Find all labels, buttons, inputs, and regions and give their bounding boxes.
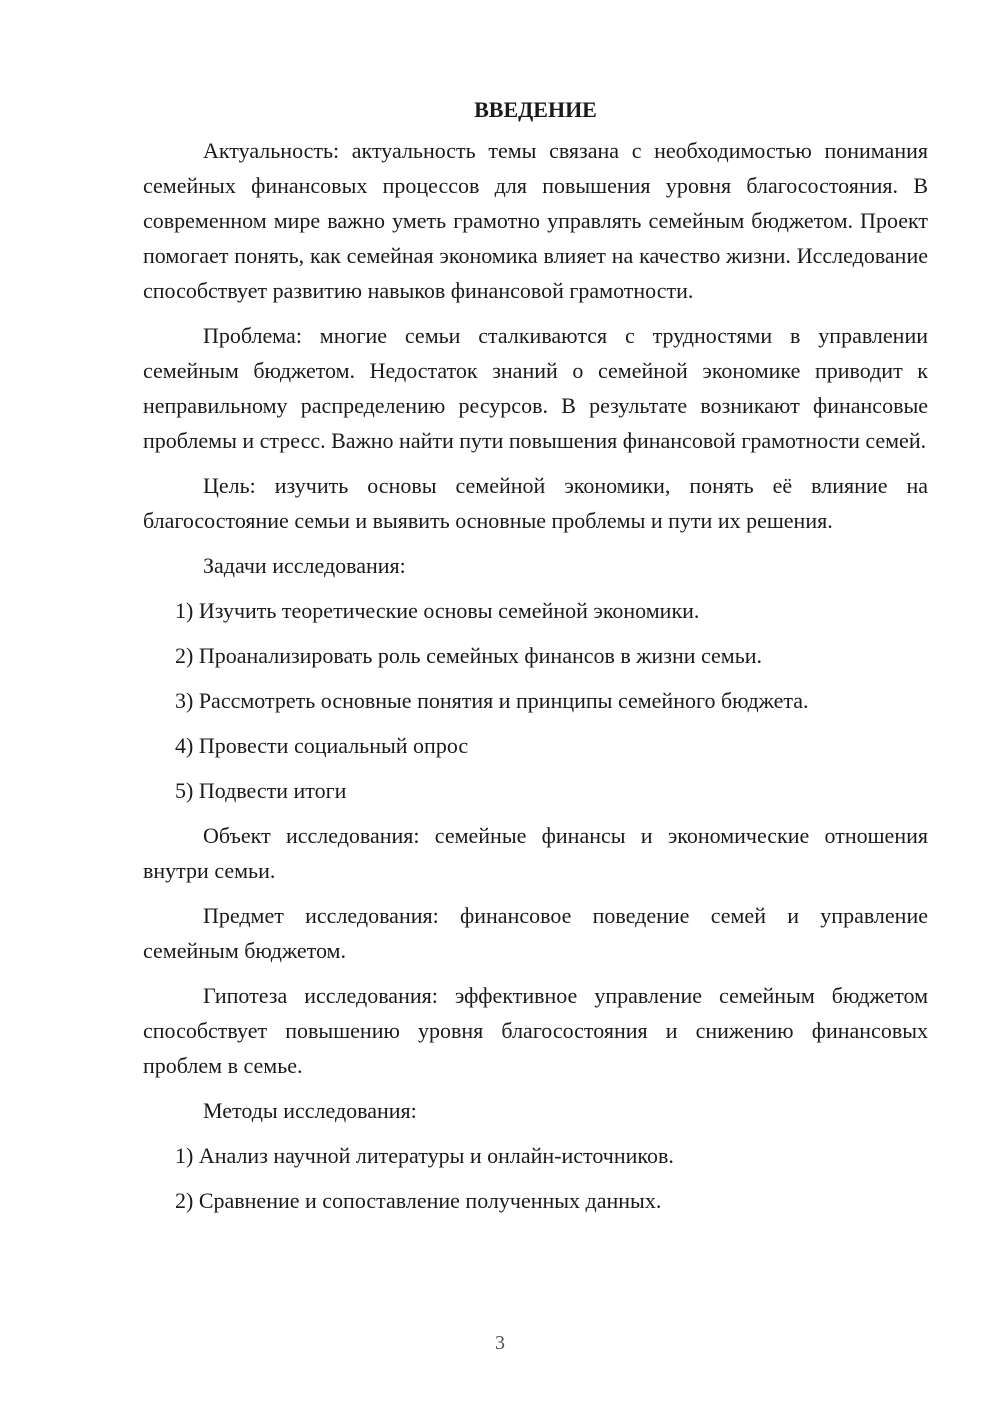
problem-paragraph: Проблема: многие семьи сталкиваются с трудностями в управлении семейным бюджетом. Недостаток знаний о семейной экономике приводит к неправильному распределению ресурсов. В результате возникают финансовые проблемы и стресс. Важно найти пути повышения финансовой грамотности семей. xyxy=(143,323,928,453)
tasks-heading: Задачи исследования: xyxy=(203,553,406,578)
list-item: 2) Сравнение и сопоставление полученных данных. xyxy=(175,1188,662,1213)
goal-paragraph: Цель: изучить основы семейной экономики, понять её влияние на благосостояние семьи и выявить основные проблемы и пути их решения. xyxy=(143,473,928,533)
subject-paragraph: Предмет исследования: финансовое поведение семей и управление семейным бюджетом. xyxy=(143,903,928,963)
list-item: 5) Подвести итоги xyxy=(175,778,347,803)
page-number: 3 xyxy=(495,1332,505,1354)
hypothesis-paragraph: Гипотеза исследования: эффективное управление семейным бюджетом способствует повышению уровня благосостояния и снижению финансовых проблем в семье. xyxy=(143,983,928,1078)
list-item: 3) Рассмотреть основные понятия и принципы семейного бюджета. xyxy=(175,688,809,713)
list-item: 4) Провести социальный опрос xyxy=(175,733,469,758)
page-title: ВВЕДЕНИЕ xyxy=(474,97,597,122)
list-item: 1) Анализ научной литературы и онлайн-источников. xyxy=(175,1143,674,1168)
list-item: 1) Изучить теоретические основы семейной экономики. xyxy=(175,598,700,623)
object-paragraph: Объект исследования: семейные финансы и экономические отношения внутри семьи. xyxy=(143,823,928,883)
list-item: 2) Проанализировать роль семейных финансов в жизни семьи. xyxy=(175,643,763,668)
tasks-list xyxy=(143,593,928,808)
relevance-paragraph: Актуальность: актуальность темы связана с необходимостью понимания семейных финансовых процессов для повышения уровня благосостояния. В современном мире важно уметь грамотно управлять семейным бюджетом. Проект помогает понять, как семейная экономика влияет на качество жизни. Исследование способствует развитию навыков финансовой грамотности. xyxy=(143,138,928,303)
methods-heading: Методы исследования: xyxy=(203,1098,417,1123)
page-content xyxy=(143,92,928,1228)
methods-list xyxy=(143,1138,928,1218)
